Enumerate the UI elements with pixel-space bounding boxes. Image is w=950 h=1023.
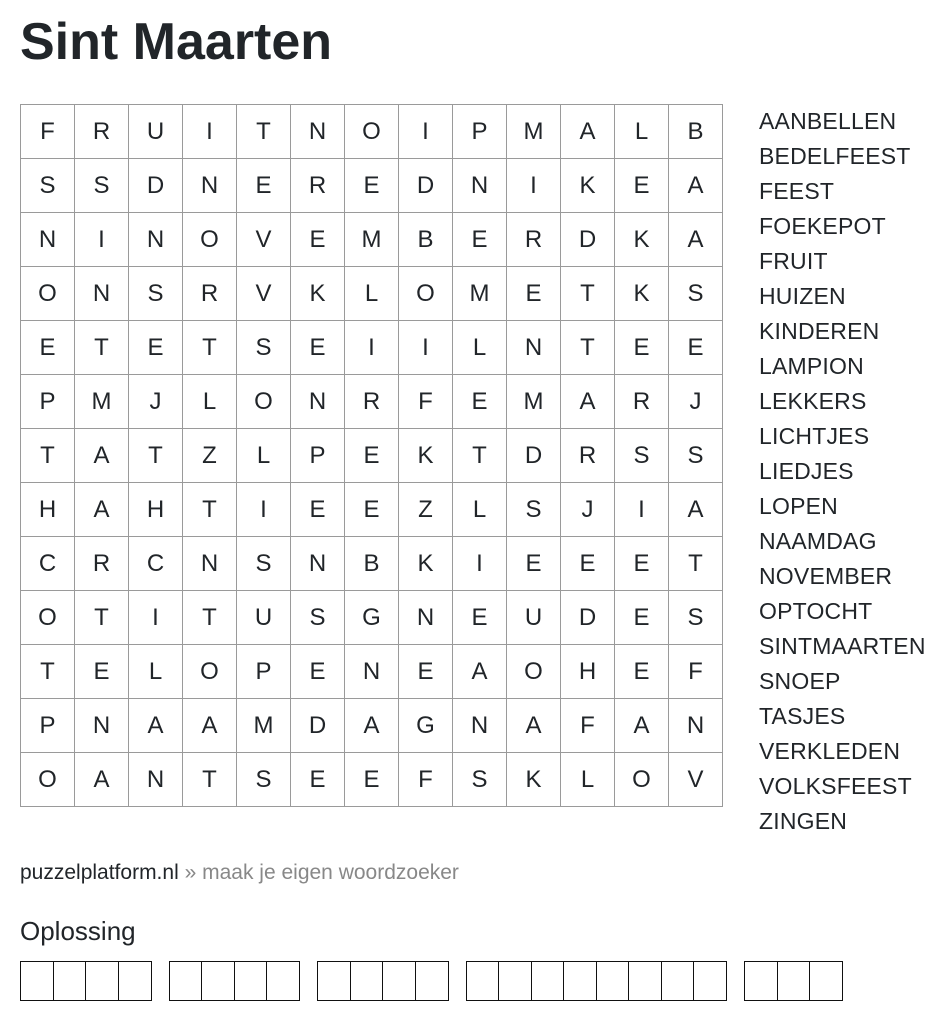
grid-cell[interactable]: N xyxy=(291,537,345,591)
solution-letter-box[interactable] xyxy=(777,961,811,1001)
grid-cell[interactable]: N xyxy=(669,699,723,753)
grid-cell[interactable]: L xyxy=(345,267,399,321)
grid-cell[interactable]: I xyxy=(453,537,507,591)
grid-cell[interactable]: R xyxy=(561,429,615,483)
solution-letter-box[interactable] xyxy=(266,961,300,1001)
grid-cell[interactable]: P xyxy=(291,429,345,483)
grid-cell[interactable]: E xyxy=(75,645,129,699)
grid-cell[interactable]: E xyxy=(345,483,399,537)
grid-cell[interactable]: U xyxy=(129,105,183,159)
word-item: LEKKERS xyxy=(759,388,867,414)
grid-cell[interactable]: A xyxy=(75,483,129,537)
grid-cell[interactable]: E xyxy=(291,213,345,267)
solution-letter-box[interactable] xyxy=(466,961,500,1001)
grid-cell[interactable]: F xyxy=(399,753,453,807)
grid-cell[interactable]: N xyxy=(21,213,75,267)
grid-cell[interactable]: Z xyxy=(183,429,237,483)
solution-letter-box[interactable] xyxy=(415,961,449,1001)
grid-cell[interactable]: M xyxy=(345,213,399,267)
grid-cell[interactable]: K xyxy=(507,753,561,807)
grid-cell[interactable]: N xyxy=(75,699,129,753)
solution-letter-box[interactable] xyxy=(693,961,727,1001)
grid-cell[interactable]: R xyxy=(507,213,561,267)
grid-cell[interactable]: E xyxy=(669,321,723,375)
solution-letter-box[interactable] xyxy=(118,961,152,1001)
grid-row xyxy=(21,321,723,375)
grid-cell[interactable]: O xyxy=(183,645,237,699)
grid-cell[interactable]: R xyxy=(75,537,129,591)
grid-cell[interactable]: A xyxy=(345,699,399,753)
grid-cell[interactable]: F xyxy=(21,105,75,159)
grid-cell[interactable]: A xyxy=(669,483,723,537)
grid-cell[interactable]: D xyxy=(561,213,615,267)
grid-cell[interactable]: J xyxy=(561,483,615,537)
grid-cell[interactable]: C xyxy=(129,537,183,591)
grid-cell[interactable]: O xyxy=(21,591,75,645)
grid-cell[interactable]: A xyxy=(129,699,183,753)
word-item: LOPEN xyxy=(759,493,838,519)
grid-cell[interactable]: N xyxy=(453,159,507,213)
grid-cell[interactable]: T xyxy=(561,321,615,375)
grid-cell[interactable]: G xyxy=(399,699,453,753)
word-item: KINDEREN xyxy=(759,318,880,344)
solution-letter-box[interactable] xyxy=(201,961,235,1001)
grid-cell[interactable]: H xyxy=(129,483,183,537)
grid-cell[interactable]: E xyxy=(345,159,399,213)
grid-cell[interactable]: E xyxy=(615,321,669,375)
grid-cell[interactable]: M xyxy=(75,375,129,429)
grid-cell[interactable]: M xyxy=(237,699,291,753)
grid-cell[interactable]: V xyxy=(237,267,291,321)
grid-cell[interactable]: E xyxy=(453,375,507,429)
grid-cell[interactable]: S xyxy=(21,159,75,213)
grid-cell[interactable]: I xyxy=(183,105,237,159)
grid-cell[interactable]: I xyxy=(399,321,453,375)
grid-cell[interactable]: R xyxy=(183,267,237,321)
grid-cell[interactable]: S xyxy=(75,159,129,213)
word-item: SINTMAARTEN xyxy=(759,633,926,659)
grid-cell[interactable]: A xyxy=(453,645,507,699)
grid-cell[interactable]: I xyxy=(507,159,561,213)
grid-cell[interactable]: D xyxy=(129,159,183,213)
grid-cell[interactable]: E xyxy=(129,321,183,375)
grid-cell[interactable]: E xyxy=(291,645,345,699)
solution-word-group xyxy=(317,961,449,1001)
word-item: FEEST xyxy=(759,178,835,204)
grid-cell[interactable]: E xyxy=(21,321,75,375)
grid-cell[interactable]: I xyxy=(345,321,399,375)
grid-cell[interactable]: E xyxy=(291,753,345,807)
grid-cell[interactable]: L xyxy=(453,321,507,375)
grid-cell[interactable]: I xyxy=(237,483,291,537)
grid-cell[interactable]: T xyxy=(75,591,129,645)
grid-cell[interactable]: P xyxy=(21,375,75,429)
solution-word-group xyxy=(169,961,301,1001)
word-item: VERKLEDEN xyxy=(759,738,901,764)
grid-cell[interactable]: O xyxy=(345,105,399,159)
grid-cell[interactable]: A xyxy=(75,753,129,807)
solution-letter-box[interactable] xyxy=(234,961,268,1001)
solution-letter-box[interactable] xyxy=(809,961,843,1001)
word-item: BEDELFEEST xyxy=(759,143,911,169)
grid-cell[interactable]: V xyxy=(669,753,723,807)
grid-cell[interactable]: E xyxy=(507,537,561,591)
word-item: NAAMDAG xyxy=(759,528,877,554)
grid-cell[interactable]: K xyxy=(615,213,669,267)
word-item: VOLKSFEEST xyxy=(759,773,912,799)
grid-row xyxy=(21,429,723,483)
grid-cell[interactable]: S xyxy=(669,429,723,483)
grid-cell[interactable]: E xyxy=(453,591,507,645)
word-item: OPTOCHT xyxy=(759,598,873,624)
grid-cell[interactable]: T xyxy=(21,645,75,699)
grid-row xyxy=(21,645,723,699)
solution-letter-box[interactable] xyxy=(596,961,630,1001)
grid-cell[interactable]: I xyxy=(399,105,453,159)
grid-cell[interactable]: T xyxy=(75,321,129,375)
grid-cell[interactable]: O xyxy=(237,375,291,429)
grid-cell[interactable]: T xyxy=(237,105,291,159)
solution-word-group xyxy=(20,961,152,1001)
grid-row xyxy=(21,375,723,429)
grid-cell[interactable]: M xyxy=(453,267,507,321)
grid-cell[interactable]: I xyxy=(75,213,129,267)
grid-cell[interactable]: P xyxy=(21,699,75,753)
grid-cell[interactable]: F xyxy=(669,645,723,699)
grid-cell[interactable]: T xyxy=(21,429,75,483)
grid-cell[interactable]: L xyxy=(561,753,615,807)
grid-cell[interactable]: S xyxy=(237,321,291,375)
grid-cell[interactable]: U xyxy=(237,591,291,645)
grid-cell[interactable]: I xyxy=(615,483,669,537)
solution-letter-box[interactable] xyxy=(382,961,416,1001)
grid-cell[interactable]: E xyxy=(237,159,291,213)
word-item: ZINGEN xyxy=(759,808,848,834)
grid-cell[interactable]: J xyxy=(129,375,183,429)
grid-cell[interactable]: D xyxy=(399,159,453,213)
grid-row xyxy=(21,537,723,591)
grid-cell[interactable]: F xyxy=(561,699,615,753)
grid-cell[interactable]: H xyxy=(21,483,75,537)
grid-cell[interactable]: M xyxy=(507,375,561,429)
solution-letter-box[interactable] xyxy=(85,961,119,1001)
word-item: NOVEMBER xyxy=(759,563,893,589)
grid-cell[interactable]: L xyxy=(237,429,291,483)
grid-cell[interactable]: N xyxy=(183,537,237,591)
grid-cell[interactable]: J xyxy=(669,375,723,429)
grid-cell[interactable]: R xyxy=(345,375,399,429)
grid-cell[interactable]: R xyxy=(291,159,345,213)
word-list xyxy=(759,104,926,839)
grid-cell[interactable]: E xyxy=(615,537,669,591)
grid-cell[interactable]: S xyxy=(615,429,669,483)
grid-row xyxy=(21,699,723,753)
grid-cell[interactable]: L xyxy=(453,483,507,537)
grid-cell[interactable]: S xyxy=(669,267,723,321)
solution-letter-box[interactable] xyxy=(628,961,662,1001)
grid-cell[interactable]: N xyxy=(453,699,507,753)
grid-cell[interactable]: E xyxy=(615,159,669,213)
solution-word-group xyxy=(744,961,843,1001)
solution-letter-box[interactable] xyxy=(531,961,565,1001)
solution-letter-box[interactable] xyxy=(169,961,203,1001)
grid-cell[interactable]: U xyxy=(507,591,561,645)
credit-line xyxy=(20,859,459,887)
grid-cell[interactable]: N xyxy=(345,645,399,699)
grid-cell[interactable]: F xyxy=(399,375,453,429)
grid-cell[interactable]: E xyxy=(345,753,399,807)
tagline-link[interactable]: maak je eigen woordzoeker xyxy=(202,861,459,884)
grid-row xyxy=(21,483,723,537)
site-link[interactable]: puzzelplatform.nl xyxy=(20,861,179,884)
grid-cell[interactable]: E xyxy=(615,591,669,645)
grid-cell[interactable]: A xyxy=(669,213,723,267)
grid-cell[interactable]: O xyxy=(507,645,561,699)
grid-cell[interactable]: S xyxy=(507,483,561,537)
grid-cell[interactable]: T xyxy=(561,267,615,321)
grid-cell[interactable]: B xyxy=(399,213,453,267)
grid-cell[interactable]: N xyxy=(507,321,561,375)
grid-cell[interactable]: S xyxy=(291,591,345,645)
word-item: LAMPION xyxy=(759,353,864,379)
word-item: FRUIT xyxy=(759,248,828,274)
grid-cell[interactable]: B xyxy=(669,105,723,159)
solution-letter-box[interactable] xyxy=(53,961,87,1001)
grid-cell[interactable]: K xyxy=(291,267,345,321)
grid-cell[interactable]: E xyxy=(291,321,345,375)
grid-cell[interactable]: A xyxy=(75,429,129,483)
word-item: LIEDJES xyxy=(759,458,854,484)
grid-cell[interactable]: N xyxy=(399,591,453,645)
grid-cell[interactable]: O xyxy=(21,267,75,321)
grid-cell[interactable]: O xyxy=(21,753,75,807)
grid-row xyxy=(21,267,723,321)
page-title: Sint Maarten xyxy=(20,13,333,71)
grid-cell[interactable]: S xyxy=(453,753,507,807)
grid-cell[interactable]: N xyxy=(129,753,183,807)
grid-cell[interactable]: R xyxy=(615,375,669,429)
grid-cell[interactable]: T xyxy=(129,429,183,483)
grid-cell[interactable]: E xyxy=(507,267,561,321)
grid-cell[interactable]: A xyxy=(183,699,237,753)
word-item: SNOEP xyxy=(759,668,841,694)
grid-cell[interactable]: L xyxy=(615,105,669,159)
grid-row xyxy=(21,591,723,645)
grid-cell[interactable]: H xyxy=(561,645,615,699)
solution-letter-box[interactable] xyxy=(563,961,597,1001)
grid-cell[interactable]: A xyxy=(615,699,669,753)
grid-cell[interactable]: K xyxy=(399,537,453,591)
grid-cell[interactable]: S xyxy=(237,753,291,807)
grid-row xyxy=(21,105,723,159)
grid-cell[interactable]: T xyxy=(669,537,723,591)
word-item: LICHTJES xyxy=(759,423,870,449)
grid-cell[interactable]: G xyxy=(345,591,399,645)
word-item: TASJES xyxy=(759,703,846,729)
grid-cell[interactable]: P xyxy=(237,645,291,699)
grid-cell[interactable]: O xyxy=(615,753,669,807)
grid-cell[interactable]: N xyxy=(75,267,129,321)
solution-word-group xyxy=(466,961,728,1001)
grid-row xyxy=(21,159,723,213)
grid-cell[interactable]: K xyxy=(561,159,615,213)
grid-cell[interactable]: N xyxy=(291,105,345,159)
grid-cell[interactable]: N xyxy=(129,213,183,267)
grid-cell[interactable]: D xyxy=(291,699,345,753)
grid-cell[interactable]: P xyxy=(453,105,507,159)
grid-cell[interactable]: T xyxy=(183,483,237,537)
grid-cell[interactable]: O xyxy=(183,213,237,267)
grid-cell[interactable]: A xyxy=(561,105,615,159)
word-item: FOEKEPOT xyxy=(759,213,886,239)
grid-cell[interactable]: O xyxy=(399,267,453,321)
grid-cell[interactable]: C xyxy=(21,537,75,591)
grid-row xyxy=(21,753,723,807)
grid-cell[interactable]: A xyxy=(669,159,723,213)
grid-cell[interactable]: I xyxy=(129,591,183,645)
grid-cell[interactable]: A xyxy=(561,375,615,429)
grid-cell[interactable]: K xyxy=(399,429,453,483)
grid-cell[interactable]: L xyxy=(183,375,237,429)
grid-cell[interactable]: V xyxy=(237,213,291,267)
solution-letter-box[interactable] xyxy=(350,961,384,1001)
grid-cell[interactable]: A xyxy=(507,699,561,753)
grid-cell[interactable]: R xyxy=(75,105,129,159)
grid-cell[interactable]: E xyxy=(291,483,345,537)
grid-cell[interactable]: D xyxy=(507,429,561,483)
grid-cell[interactable]: N xyxy=(291,375,345,429)
grid-cell[interactable]: S xyxy=(669,591,723,645)
grid-cell[interactable]: T xyxy=(183,591,237,645)
grid-cell[interactable]: E xyxy=(561,537,615,591)
solution-letter-box[interactable] xyxy=(744,961,778,1001)
solution-letter-box[interactable] xyxy=(661,961,695,1001)
grid-cell[interactable]: E xyxy=(615,645,669,699)
solution-boxes xyxy=(20,961,843,1001)
word-item: HUIZEN xyxy=(759,283,846,309)
grid-cell[interactable]: N xyxy=(183,159,237,213)
grid-cell[interactable]: E xyxy=(453,213,507,267)
solution-letter-box[interactable] xyxy=(498,961,532,1001)
separator: » xyxy=(178,861,203,884)
grid-cell[interactable]: D xyxy=(561,591,615,645)
grid-row xyxy=(21,213,723,267)
grid-cell[interactable]: S xyxy=(129,267,183,321)
grid-cell[interactable]: T xyxy=(183,753,237,807)
solution-letter-box[interactable] xyxy=(20,961,54,1001)
grid-cell[interactable]: T xyxy=(453,429,507,483)
grid-cell[interactable]: Z xyxy=(399,483,453,537)
grid-cell[interactable]: K xyxy=(615,267,669,321)
grid-cell[interactable]: S xyxy=(237,537,291,591)
word-search-grid xyxy=(20,104,723,807)
solution-title: Oplossing xyxy=(20,916,136,946)
solution-letter-box[interactable] xyxy=(317,961,351,1001)
grid-cell[interactable]: M xyxy=(507,105,561,159)
grid-cell[interactable]: T xyxy=(183,321,237,375)
grid-cell[interactable]: L xyxy=(129,645,183,699)
grid-cell[interactable]: B xyxy=(345,537,399,591)
grid-cell[interactable]: E xyxy=(345,429,399,483)
grid-cell[interactable]: E xyxy=(399,645,453,699)
word-item: AANBELLEN xyxy=(759,108,897,134)
